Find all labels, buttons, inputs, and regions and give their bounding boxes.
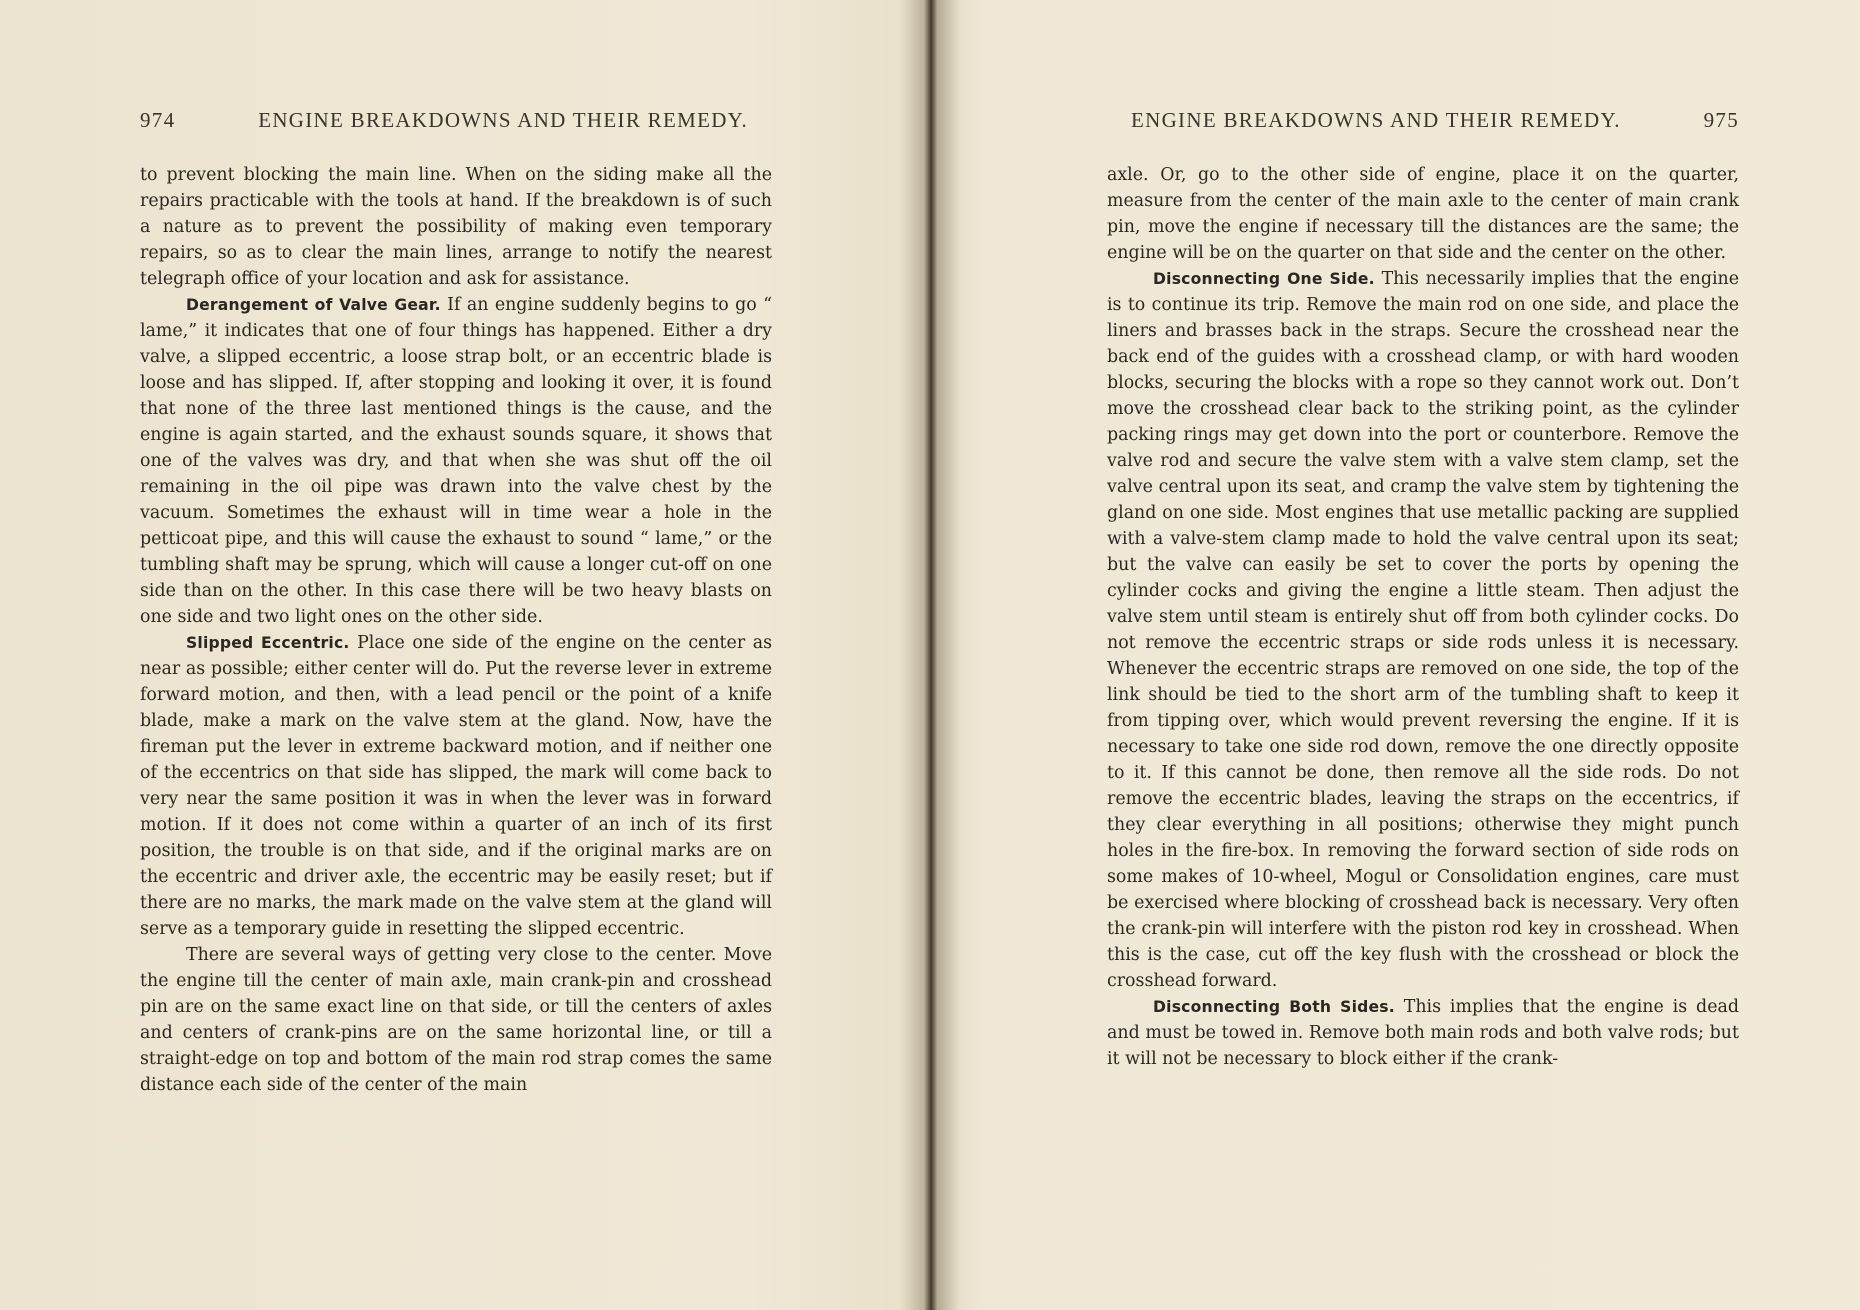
paragraph: [1107, 994, 1739, 1072]
paragraph: [140, 942, 772, 1098]
right-running-title: ENGINE BREAKDOWNS AND THEIR REMEDY.: [1131, 108, 1621, 132]
paragraph: [140, 292, 772, 630]
left-page: [140, 104, 772, 1098]
paragraph: [1107, 162, 1739, 266]
left-running-head: [140, 104, 772, 136]
paragraph: [140, 630, 772, 942]
left-page-body: [140, 162, 772, 1098]
paragraph: [140, 162, 772, 292]
paragraph-text: Place one side of the engine on the center as near as possible; either center will do. Put the reverse lever in extreme forward motion, and then, with a lead pencil or the point of a knife blade, make a mark on the valve stem at the gland. Now, have the fireman put the lever in extreme backward motion, and if neither one of the eccentrics on that side has slipped, the mark will come back to very near the same position it was in when the lever was in forward motion. If it does not come within a quarter of an inch of its first position, the trouble is on that side, and if the original marks are on the eccentric and driver axle, the eccentric may be easily reset; but if there are no marks, the mark made on the valve stem at the gland will serve as a temporary guide in resetting the slipped eccentric.: [140, 633, 772, 939]
section-heading: Slipped Eccentric.: [186, 634, 350, 652]
paragraph-text: axle. Or, go to the other side of engine, place it on the quarter, measure from the center of the main axle to the center of main crank pin, move the engine if necessary till the distances are the same; the engine will be on the quarter on that side and the center on the other.: [1107, 165, 1739, 263]
paragraph-text: to prevent blocking the main line. When on the siding make all the repairs practicable with the tools at hand. If the breakdown is of such a nature as to prevent the possibility of making even temporary repairs, so as to clear the main lines, arrange to notify the nearest telegraph office of your location and ask for assistance.: [140, 165, 772, 289]
right-page: [1107, 104, 1739, 1072]
paragraph-text: This implies that the engine is dead and must be towed in. Remove both main rods and both valve rods; but it will not be necessary to block either if the crank-: [1107, 997, 1739, 1069]
section-heading: Disconnecting One Side.: [1153, 270, 1375, 288]
right-running-head: [1107, 104, 1739, 136]
section-heading: Derangement of Valve Gear.: [186, 296, 441, 314]
book-gutter: [900, 0, 960, 1310]
paragraph: [1107, 266, 1739, 994]
paragraph-text: There are several ways of getting very close to the center. Move the engine till the center of main axle, main crank-pin and crosshead pin are on the same exact line on that side, or till the centers of axles and centers of crank-pins are on the same horizontal line, or till a straight-edge on top and bottom of the main rod strap comes the same distance each side of the center of the main: [140, 945, 772, 1095]
paragraph-text: If an engine suddenly begins to go “ lame,” it indicates that one of four things has happened. Either a dry valve, a slipped eccentric, a loose strap bolt, or an eccentric blade is loose and has slipped. If, after stopping and looking it over, it is found that none of the three last mentioned things is the cause, and the engine is again started, and the exhaust sounds square, it shows that one of the valves was dry, and that when she was shut off the oil remaining in the oil pipe was drawn into the valve chest by the vacuum. Sometimes the exhaust will in time wear a hole in the petticoat pipe, and this will cause the exhaust to sound “ lame,” or the tumbling shaft may be sprung, which will cause a longer cut-off on one side than on the other. In this case there will be two heavy blasts on one side and two light ones on the other side.: [140, 295, 773, 627]
left-running-title: ENGINE BREAKDOWNS AND THEIR REMEDY.: [258, 108, 748, 132]
right-page-body: [1107, 162, 1739, 1072]
paragraph-text: This necessarily implies that the engine is to continue its trip. Remove the main rod on one side, and place the liners and brasses back in the straps. Secure the crosshead near the back end of the guides with a crosshead clamp, or with hard wooden blocks, securing the blocks with a rope so they cannot work out. Don’t move the crosshead clear back to the striking point, as the cylinder packing rings may get down into the port or counterbore. Remove the valve rod and secure the valve stem with a valve stem clamp, set the valve central upon its seat, and cramp the valve stem by tightening the gland on one side. Most engines that use metallic packing are supplied with a valve-stem clamp made to hold the valve central upon its seat; but the valve can easily be set to cover the ports by opening the cylinder cocks and giving the engine a little steam. Then adjust the valve stem until steam is entirely shut off from both cylinder cocks. Do not remove the eccentric straps or side rods unless it is necessary. Whenever the eccentric straps are removed on one side, the top of the link should be tied to the short arm of the tumbling shaft to keep it from tipping over, which would prevent reversing the engine. If it is necessary to take one side rod down, remove the one directly opposite to it. If this cannot be done, then remove all the side rods. Do not remove the eccentric blades, leaving the straps on the eccentrics, if they clear everything in all positions; otherwise they might punch holes in the fire-box. In removing the forward section of side rods on some makes of 10-wheel, Mogul or Consolidation engines, care must be exercised where blocking of crosshead back is necessary. Very often the crank-pin will interfere with the piston rod key in crosshead. When this is the case, cut off the key flush with the crosshead or block the crosshead forward.: [1107, 269, 1740, 991]
right-page-number: 975: [1703, 108, 1739, 132]
left-page-number: 974: [140, 108, 176, 132]
section-heading: Disconnecting Both Sides.: [1153, 998, 1395, 1016]
